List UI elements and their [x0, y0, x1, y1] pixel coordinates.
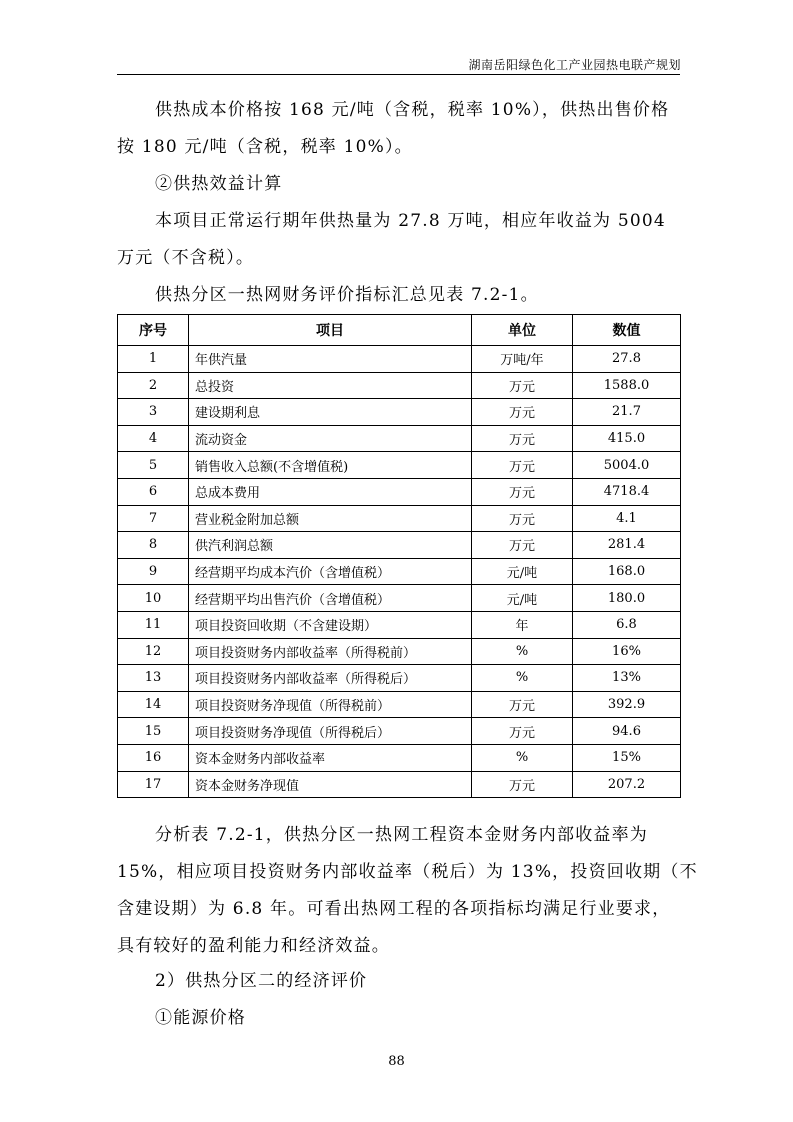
cell-value: 6.8: [573, 611, 681, 638]
cell-unit: 万元: [472, 532, 573, 559]
paragraph-supply-price-line1: 供热成本价格按 168 元/吨（含税，税率 10%），供热出售价格: [155, 100, 670, 120]
cell-no: 11: [118, 611, 189, 638]
cell-item: 总成本费用: [189, 478, 472, 505]
cell-value: 94.6: [573, 718, 681, 745]
cell-unit: 万元: [472, 452, 573, 479]
heading-energy-price: ①能源价格: [155, 1008, 246, 1028]
cell-item: 总投资: [189, 372, 472, 399]
table-row: [118, 691, 681, 718]
cell-no: 7: [118, 505, 189, 532]
table-row: [118, 744, 681, 771]
table-row: [118, 665, 681, 692]
column-header-value: 数值: [573, 315, 681, 346]
cell-item: 营业税金附加总额: [189, 505, 472, 532]
table-row: [118, 372, 681, 399]
cell-value: 27.8: [573, 346, 681, 373]
cell-unit: 万元: [472, 425, 573, 452]
cell-unit: 万元: [472, 771, 573, 798]
table-body: [118, 346, 681, 798]
paragraph-annual-supply-line1: 本项目正常运行期年供热量为 27.8 万吨，相应年收益为 5004: [155, 211, 666, 231]
cell-unit: 万元: [472, 399, 573, 426]
cell-unit: %: [472, 665, 573, 692]
table-header-row: [118, 315, 681, 346]
paragraph-analysis-line4: 具有较好的盈利能力和经济效益。: [117, 936, 390, 956]
cell-item: 项目投资财务内部收益率（所得税前）: [189, 638, 472, 665]
cell-no: 10: [118, 585, 189, 612]
cell-unit: 万元: [472, 718, 573, 745]
paragraph-analysis-line1: 分析表 7.2-1，供热分区一热网工程资本金财务内部收益率为: [155, 825, 648, 845]
table-row: [118, 771, 681, 798]
cell-no: 12: [118, 638, 189, 665]
cell-value: 415.0: [573, 425, 681, 452]
table-row: [118, 611, 681, 638]
table-row: [118, 718, 681, 745]
page-header-title: 湖南岳阳绿色化工产业园热电联产规划: [468, 58, 681, 72]
cell-value: 13%: [573, 665, 681, 692]
heading-zone2-economic-eval: 2）供热分区二的经济评价: [155, 971, 368, 991]
heading-heat-benefit-calc: ②供热效益计算: [155, 174, 283, 194]
cell-no: 17: [118, 771, 189, 798]
paragraph-annual-supply-line2: 万元（不含税）。: [117, 248, 255, 268]
cell-value: 16%: [573, 638, 681, 665]
cell-item: 项目投资财务净现值（所得税前）: [189, 691, 472, 718]
cell-no: 9: [118, 558, 189, 585]
paragraph-analysis-line3: 含建设期）为 6.8 年。可看出热网工程的各项指标均满足行业要求，: [117, 899, 671, 919]
cell-item: 建设期利息: [189, 399, 472, 426]
cell-item: 流动资金: [189, 425, 472, 452]
table-row: [118, 346, 681, 373]
cell-unit: 元/吨: [472, 558, 573, 585]
cell-no: 2: [118, 372, 189, 399]
cell-no: 4: [118, 425, 189, 452]
table-row: [118, 505, 681, 532]
table-row: [118, 585, 681, 612]
cell-unit: 年: [472, 611, 573, 638]
cell-value: 180.0: [573, 585, 681, 612]
cell-item: 年供汽量: [189, 346, 472, 373]
cell-unit: 万元: [472, 372, 573, 399]
cell-value: 1588.0: [573, 372, 681, 399]
cell-value: 15%: [573, 744, 681, 771]
cell-item: 经营期平均出售汽价（含增值税）: [189, 585, 472, 612]
cell-no: 6: [118, 478, 189, 505]
cell-unit: %: [472, 744, 573, 771]
cell-unit: %: [472, 638, 573, 665]
table-row: [118, 425, 681, 452]
cell-value: 21.7: [573, 399, 681, 426]
cell-no: 16: [118, 744, 189, 771]
cell-item: 项目投资财务净现值（所得税后）: [189, 718, 472, 745]
column-header-unit: 单位: [472, 315, 573, 346]
cell-no: 5: [118, 452, 189, 479]
cell-item: 供汽利润总额: [189, 532, 472, 559]
financial-indicator-table: [117, 314, 681, 798]
cell-item: 经营期平均成本汽价（含增值税）: [189, 558, 472, 585]
table-row: [118, 532, 681, 559]
cell-item: 资本金财务净现值: [189, 771, 472, 798]
column-header-item: 项目: [189, 315, 472, 346]
cell-value: 392.9: [573, 691, 681, 718]
cell-unit: 万元: [472, 478, 573, 505]
paragraph-supply-price-line2: 按 180 元/吨（含税，税率 10%）。: [117, 137, 413, 157]
cell-no: 14: [118, 691, 189, 718]
cell-unit: 元/吨: [472, 585, 573, 612]
cell-no: 8: [118, 532, 189, 559]
cell-unit: 万吨/年: [472, 346, 573, 373]
column-header-no: 序号: [118, 315, 189, 346]
table-row: [118, 399, 681, 426]
cell-value: 281.4: [573, 532, 681, 559]
page-number: 88: [388, 1054, 405, 1069]
cell-unit: 万元: [472, 505, 573, 532]
cell-value: 4718.4: [573, 478, 681, 505]
table-row: [118, 452, 681, 479]
cell-no: 3: [118, 399, 189, 426]
cell-value: 168.0: [573, 558, 681, 585]
header-rule: [117, 74, 680, 75]
cell-item: 项目投资回收期（不含建设期）: [189, 611, 472, 638]
cell-value: 5004.0: [573, 452, 681, 479]
cell-no: 1: [118, 346, 189, 373]
cell-item: 资本金财务内部收益率: [189, 744, 472, 771]
paragraph-analysis-line2: 15%，相应项目投资财务内部收益率（税后）为 13%，投资回收期（不: [117, 862, 698, 882]
table-row: [118, 638, 681, 665]
table-row: [118, 558, 681, 585]
cell-item: 项目投资财务内部收益率（所得税后）: [189, 665, 472, 692]
cell-value: 207.2: [573, 771, 681, 798]
table-row: [118, 478, 681, 505]
cell-unit: 万元: [472, 691, 573, 718]
paragraph-table-intro: 供热分区一热网财务评价指标汇总见表 7.2-1。: [155, 285, 539, 305]
cell-no: 13: [118, 665, 189, 692]
cell-item: 销售收入总额(不含增值税): [189, 452, 472, 479]
cell-no: 15: [118, 718, 189, 745]
cell-value: 4.1: [573, 505, 681, 532]
